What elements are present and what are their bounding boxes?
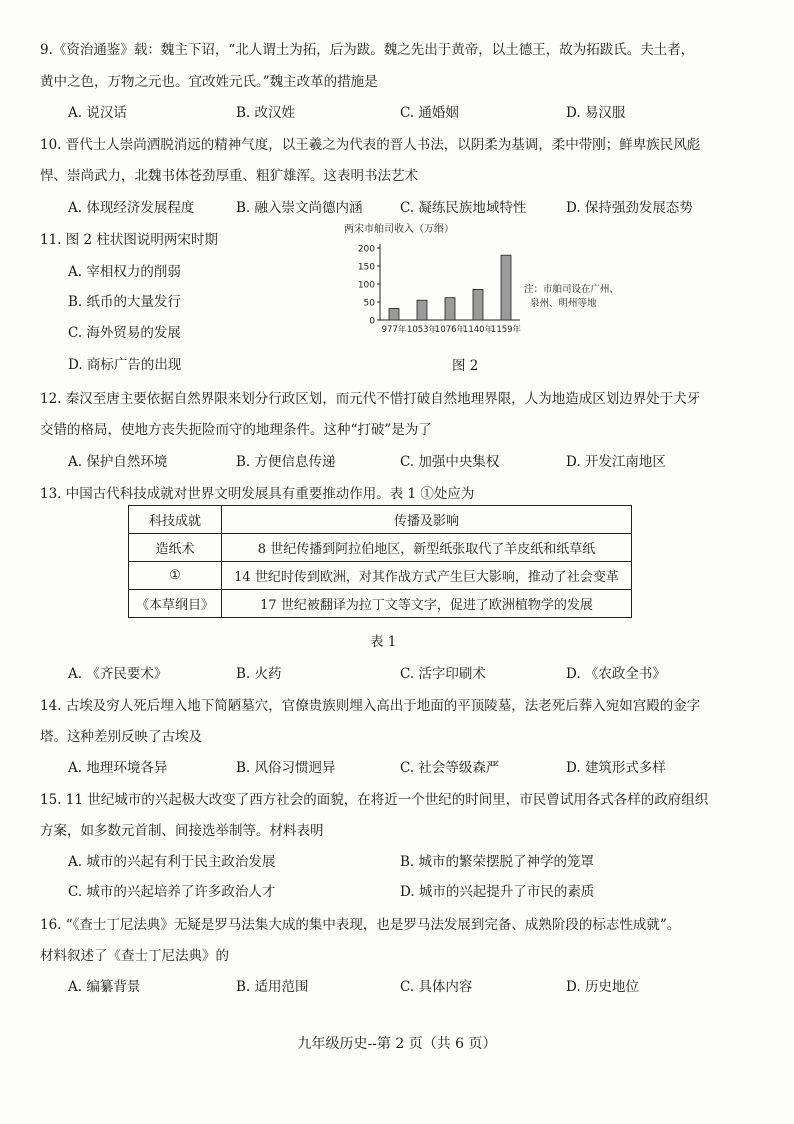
- q12-option-d: D. 开发江南地区: [566, 454, 666, 470]
- q16-stem-line2: 材料叙述了《查士丁尼法典》的: [40, 948, 229, 964]
- q15-option-b: B. 城市的繁荣摆脱了神学的笼罩: [400, 854, 595, 870]
- bar-1053年: [417, 300, 427, 320]
- chart-title: 两宋市舶司收入（万缗）: [344, 224, 454, 235]
- q14-option-b: B. 风俗习惯迥异: [236, 760, 336, 776]
- page-footer: 九年级历史--第 2 页（共 6 页）: [297, 1036, 497, 1052]
- x-tick-label: 1159年: [490, 325, 522, 335]
- q16-option-a: A. 编纂背景: [68, 979, 141, 995]
- figure-caption: 图 2: [452, 358, 479, 374]
- table-cell: 14 世纪时传到欧洲，对其作战方式产生巨大影响，推动了社会变革: [222, 562, 632, 590]
- chart-bars: [382, 255, 522, 335]
- q14-stem-line1: 14. 古埃及穷人死后埋入地下简陋墓穴，官僚贵族则埋入高出于地面的平顶陵墓，法老死后葬入宛如宫殿的金字: [40, 698, 701, 714]
- y-tick-label: 50: [363, 298, 375, 309]
- q16-option-b: B. 适用范围: [236, 979, 309, 995]
- q13-option-d: D. 《农政全书》: [566, 666, 666, 682]
- x-tick-label: 1076年: [434, 325, 466, 335]
- bar-1140年: [473, 289, 483, 320]
- q16-stem-line1: 16. “《查士丁尼法典》无疑是罗马法集大成的集中表现，也是罗马法发展到完备、成熟阶段的标志性成就”。: [40, 917, 681, 933]
- table-cell: ①: [129, 562, 222, 590]
- table-header-row: [129, 506, 632, 534]
- q12-option-a: A. 保护自然环境: [68, 454, 168, 470]
- q10-option-c: C. 凝练民族地域特性: [400, 200, 527, 216]
- q16-option-d: D. 历史地位: [566, 979, 639, 995]
- q11-option-d: D. 商标广告的出现: [68, 357, 182, 373]
- q9-stem-line1: 9.《资治通鉴》载：魏主下诏，“北人谓土为拓，后为跋。魏之先出于黄帝，以土德王，故为拓跋氏。夫土者，: [40, 42, 695, 58]
- chart-note-line2: 泉州、明州等地: [530, 298, 597, 309]
- bar-977年: [389, 308, 399, 320]
- y-tick-label: 200: [357, 244, 375, 255]
- q10-option-a: A. 体现经济发展程度: [68, 200, 195, 216]
- table-row: [129, 590, 632, 618]
- q9-option-a: A. 说汉话: [68, 105, 127, 121]
- q15-stem-line2: 方案，如多数元首制、间接选举制等。材料表明: [40, 823, 324, 839]
- q15-option-c: C. 城市的兴起培养了许多政治人才: [68, 884, 276, 900]
- q13-option-c: C. 活字印刷术: [400, 666, 486, 682]
- q14-stem-line2: 塔。这种差别反映了古埃及: [40, 729, 202, 745]
- q10-option-b: B. 融入崇文尚德内涵: [236, 200, 363, 216]
- q12-stem-line2: 交错的格局，使地方丧失扼险而守的地理条件。这种“打破”是为了: [40, 422, 432, 438]
- q9-stem-line2: 黄中之色，万物之元也。宜改姓元氏。”魏主改革的措施是: [40, 74, 378, 90]
- bar-1159年: [501, 255, 511, 320]
- table-1: [128, 505, 632, 618]
- q15-option-a: A. 城市的兴起有利于民主政治发展: [68, 854, 276, 870]
- q14-option-c: C. 社会等级森严: [400, 760, 500, 776]
- q11-option-b: B. 纸币的大量发行: [68, 294, 182, 310]
- q11-stem: 11. 图 2 柱状图说明两宋时期: [40, 232, 218, 248]
- q10-stem-line2: 悍、崇尚武力，北魏书体苍劲厚重、粗犷雄浑。这表明书法艺术: [40, 168, 418, 184]
- table-row: [129, 534, 632, 562]
- y-tick-label: 100: [357, 280, 375, 291]
- table-row: [129, 562, 632, 590]
- q10-stem-line1: 10. 晋代士人崇尚洒脱消远的精神气度，以王羲之为代表的晋人书法，以阴柔为基调，柔中带刚；鲜卑族民风彪: [40, 137, 701, 153]
- q9-option-c: C. 通婚姻: [400, 105, 459, 121]
- x-tick-label: 1053年: [406, 325, 438, 335]
- table-header-cell: 传播及影响: [222, 506, 632, 534]
- q12-option-b: B. 方便信息传递: [236, 454, 336, 470]
- q16-option-c: C. 具体内容: [400, 979, 473, 995]
- q13-option-a: A. 《齐民要术》: [68, 666, 168, 682]
- q14-option-a: A. 地理环境各异: [68, 760, 168, 776]
- q12-stem-line1: 12. 秦汉至唐主要依据自然界限来划分行政区划，而元代不惜打破自然地理界限，人为地造成区划边界处于犬牙: [40, 391, 701, 407]
- table-cell: 《本草纲目》: [129, 590, 222, 618]
- q15-stem-line1: 15. 11 世纪城市的兴起极大改变了西方社会的面貌，在将近一个世纪的时间里，市民曾试用各式各样的政府组织: [40, 792, 709, 808]
- chart-note-line1: 注：市舶司设在广州、: [524, 284, 620, 295]
- x-tick-label: 977年: [381, 325, 407, 335]
- q13-stem: 13. 中国古代科技成就对世界文明发展具有重要推动作用。表 1 ①处应为: [40, 486, 475, 502]
- y-tick-label: 150: [357, 262, 375, 273]
- table-cell: 8 世纪传播到阿拉伯地区，新型纸张取代了羊皮纸和纸草纸: [222, 534, 632, 562]
- bar-1076年: [445, 298, 455, 320]
- revenue-bar-chart: [344, 222, 644, 350]
- q10-option-d: D. 保持强劲发展态势: [566, 200, 693, 216]
- table-header-cell: 科技成就: [129, 506, 222, 534]
- q12-option-c: C. 加强中央集权: [400, 454, 500, 470]
- q9-option-d: D. 易汉服: [566, 105, 626, 121]
- y-tick-label: 0: [369, 316, 375, 327]
- table-cell: 造纸术: [129, 534, 222, 562]
- q11-option-c: C. 海外贸易的发展: [68, 325, 181, 341]
- table-cell: 17 世纪被翻译为拉丁文等文字，促进了欧洲植物学的发展: [222, 590, 632, 618]
- q15-option-d: D. 城市的兴起提升了市民的素质: [400, 884, 595, 900]
- q9-option-b: B. 改汉姓: [236, 105, 296, 121]
- table-caption: 表 1: [370, 634, 397, 650]
- q11-option-a: A. 宰相权力的削弱: [68, 264, 181, 280]
- q13-option-b: B. 火药: [236, 666, 282, 682]
- x-tick-label: 1140年: [462, 325, 494, 335]
- q14-option-d: D. 建筑形式多样: [566, 760, 666, 776]
- chart-axes: [358, 244, 520, 327]
